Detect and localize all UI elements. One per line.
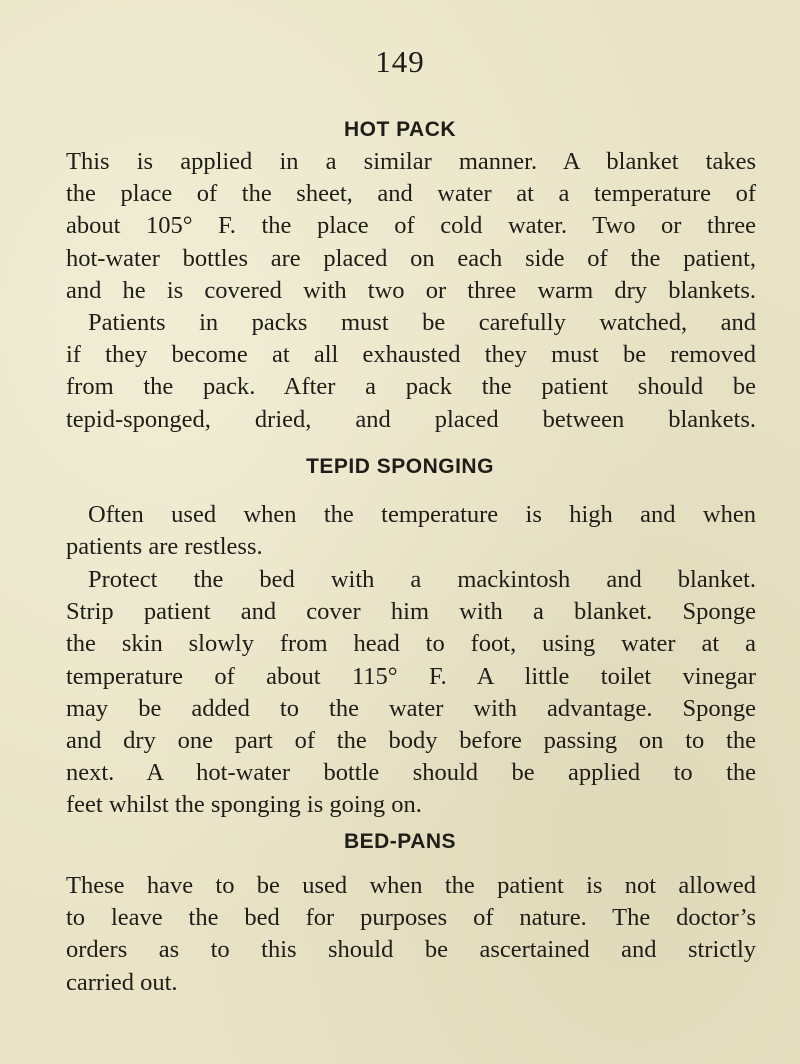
text-line: temperature of about 115° F. A little toilet vinegar (66, 662, 756, 690)
section-heading-bed-pans: BED-PANS (343, 830, 457, 853)
text-line: tepid-sponged, dried, and placed between blankets. (66, 405, 756, 433)
text-line: about 105° F. the place of cold water. Two or three (66, 212, 756, 240)
text-line: may be added to the water with advantage. Sponge (66, 694, 756, 722)
text-line: This is applied in a similar manner. A blanket takes (66, 148, 756, 175)
page-number: 149 (375, 44, 425, 79)
text-line: Patients in packs must be carefully watched, and (88, 309, 756, 336)
text-line: Strip patient and cover him with a blanket. Sponge (66, 598, 756, 626)
section-heading-tepid-sponging: TEPID SPONGING (306, 455, 494, 478)
text-line: the skin slowly from head to foot, using water at a (66, 630, 756, 658)
paragraph-bed-pans-1 (66, 870, 756, 999)
section-heading-hot-pack: HOT PACK (343, 118, 457, 141)
text-line: Protect the bed with a mackintosh and blanket. (88, 566, 756, 593)
text-line: if they become at all exhausted they must be removed (66, 341, 756, 369)
paragraph-tepid-sponging-1 (66, 499, 756, 563)
text-line: carried out. (66, 968, 178, 996)
text-line: Often used when the temperature is high and when (88, 501, 756, 528)
text-line: to leave the bed for purposes of nature. The doctor’s (66, 904, 756, 932)
text-line: feet whilst the sponging is going on. (66, 791, 422, 819)
text-line: and dry one part of the body before passing on to the (66, 727, 756, 755)
text-line: the place of the sheet, and water at a temperature of (66, 180, 756, 208)
paragraph-hot-pack-2 (66, 307, 756, 436)
text-line: and he is covered with two or three warm dry blankets. (66, 276, 756, 304)
text-line: These have to be used when the patient is not allowed (66, 872, 756, 899)
text-line: orders as to this should be ascertained and strictly (66, 936, 756, 964)
paragraph-tepid-sponging-2 (66, 564, 756, 822)
text-line: patients are restless. (66, 533, 263, 561)
text-line: from the pack. After a pack the patient should be (66, 373, 756, 401)
paragraph-hot-pack-1 (66, 146, 756, 307)
text-line: next. A hot-water bottle should be applied to the (66, 759, 756, 787)
text-line: hot-water bottles are placed on each side of the patient, (66, 244, 756, 272)
